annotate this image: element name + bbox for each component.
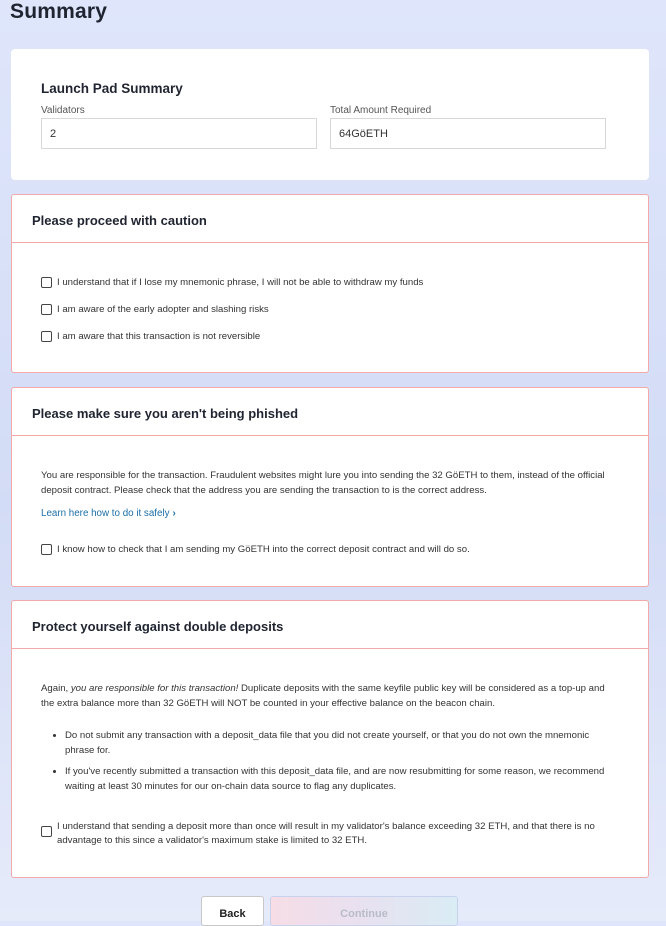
phishing-paragraph: You are responsible for the transaction. Fraudulent websites might lure you into sending the 32 GöETH to them, instead of the official deposit contract. Please check that the address you are sending the transaction to is the correct address. (41, 470, 605, 496)
page-title: Summary (10, 0, 108, 23)
irreversible-checkbox[interactable] (41, 331, 52, 342)
double-deposit-checkbox[interactable] (41, 826, 52, 837)
double-para-rest: Duplicate deposits with the same keyfile public key will be considered as a top-up and the extra balance more than 32 GöETH will NOT be counted in your effective balance on the beacon chain. (41, 683, 605, 709)
double-para-emphasis: you are responsible for this transaction! (70, 683, 239, 694)
caution-card (11, 194, 649, 373)
double-deposit-title: Protect yourself against double deposits (12, 601, 648, 649)
launchpad-summary-card (11, 49, 649, 180)
total-amount-field: 64GöETH (330, 118, 606, 149)
phishing-card (11, 387, 649, 587)
total-amount-label: Total Amount Required (330, 105, 432, 116)
check-row-risks[interactable] (41, 303, 269, 317)
double-deposit-card (11, 600, 649, 878)
phishing-checkbox[interactable] (41, 544, 52, 555)
caution-title: Please proceed with caution (12, 195, 648, 243)
validators-field: 2 (41, 118, 317, 149)
bullet-item: • Do not submit any transaction with a deposit_data file that you did not create yourself, or that you do not own the mnemonic phrase for. (65, 728, 613, 758)
mnemonic-check-label: I understand that if I lose my mnemonic phrase, I will not be able to withdraw my funds (57, 277, 424, 288)
mnemonic-checkbox[interactable] (41, 277, 52, 288)
back-button[interactable]: Back (201, 896, 264, 926)
validators-label: Validators (41, 105, 85, 116)
summary-heading: Launch Pad Summary (41, 81, 183, 96)
check-row-irreversible[interactable] (41, 330, 260, 344)
risks-checkbox[interactable] (41, 304, 52, 315)
phishing-title: Please make sure you aren't being phished (12, 388, 648, 436)
risks-check-label: I am aware of the early adopter and slashing risks (57, 304, 269, 315)
double-deposit-check-label: I understand that sending a deposit more than once will result in my validator's balance exceeding 32 ETH, and that there is no advantage to this since a validator's maximum stake is limited to 32 ETH. (57, 821, 595, 846)
check-row-mnemonic[interactable] (41, 276, 423, 290)
learn-how-link[interactable] (41, 508, 176, 519)
double-para-prefix: Again, (41, 683, 71, 694)
check-row-phishing[interactable] (41, 543, 470, 557)
phishing-check-label: I know how to check that I am sending my GöETH into the correct deposit contract and will do so. (57, 544, 470, 555)
check-row-double-deposit[interactable] (41, 820, 621, 848)
continue-button[interactable]: Continue (270, 896, 458, 926)
irreversible-check-label: I am aware that this transaction is not reversible (57, 331, 261, 342)
double-deposit-paragraph (41, 681, 611, 711)
double-deposit-bullets (41, 728, 613, 800)
learn-how-link-text[interactable]: Learn here how to do it safely (41, 508, 170, 519)
chevron-right-icon: › (172, 508, 176, 519)
bullet-item: • If you've recently submitted a transaction with this deposit_data file, and are now resubmitting for some reason, we recommend waiting at least 30 minutes for our on-chain data source to flag any duplicates. (65, 764, 613, 794)
